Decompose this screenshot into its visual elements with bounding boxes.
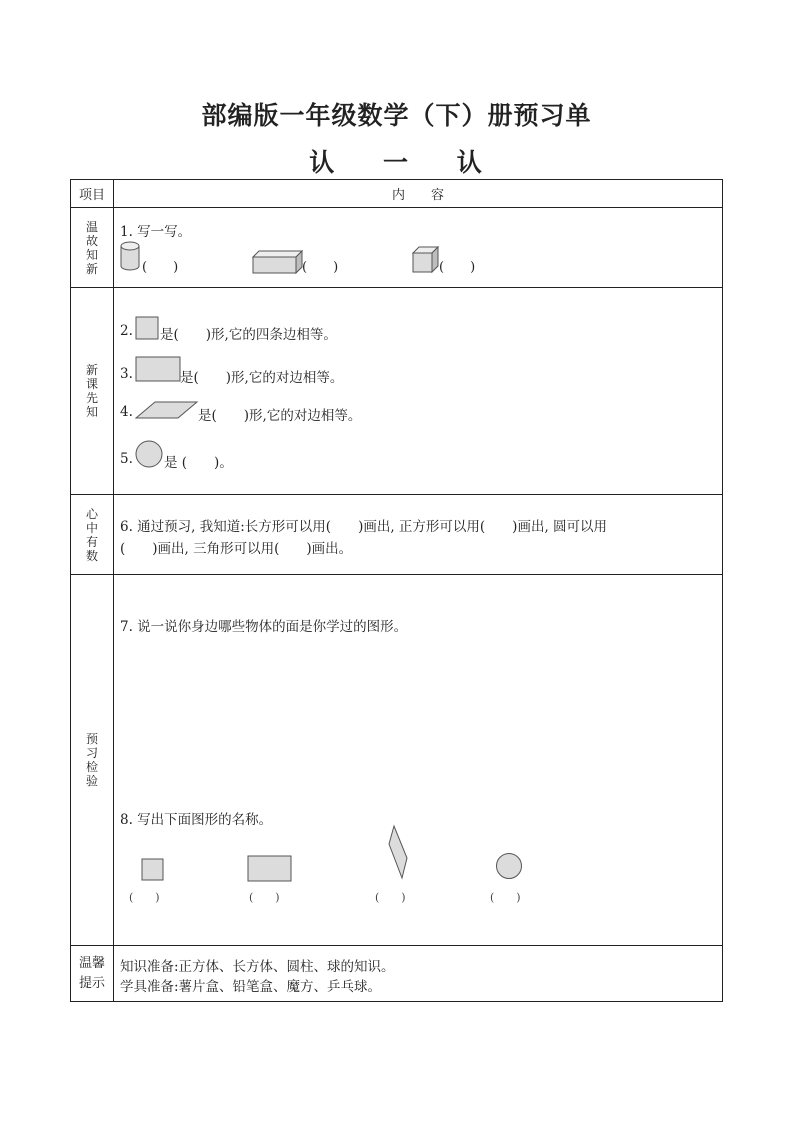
question-8: 8. 写出下面图形的名称。 bbox=[120, 812, 273, 828]
question-2-text: 是( )形,它的四条边相等。 bbox=[160, 327, 337, 343]
section-new bbox=[114, 288, 723, 495]
question-2-number: 2. bbox=[120, 323, 133, 339]
rhombus-figure bbox=[387, 824, 409, 880]
answer-blank[interactable]: ( ) bbox=[142, 260, 179, 275]
subtitle-char: 认 bbox=[456, 148, 484, 177]
section-label-review: 温故知新 bbox=[71, 208, 114, 288]
tips-line-1: 知识准备:正方体、长方体、圆柱、球的知识。 bbox=[120, 959, 395, 975]
page-subtitle bbox=[0, 143, 793, 179]
figure-answer-blank[interactable]: ( ) bbox=[249, 891, 280, 904]
figure-answer-blank[interactable]: ( ) bbox=[375, 891, 406, 904]
section-review bbox=[114, 208, 723, 288]
question-3-number: 3. bbox=[120, 366, 133, 382]
subtitle-char: 认 bbox=[309, 148, 337, 177]
question-4-number: 4. bbox=[120, 404, 133, 420]
rectangle-figure bbox=[247, 855, 293, 883]
cube-shape bbox=[412, 246, 440, 274]
section-label-check: 预习检验 bbox=[71, 575, 114, 946]
tips-line-2: 学具准备:薯片盒、铅笔盒、魔方、乒乓球。 bbox=[120, 979, 382, 995]
figure-answer-blank[interactable]: ( ) bbox=[490, 891, 521, 904]
rectangle-shape bbox=[135, 356, 181, 382]
question-1: 1. 写一写。 bbox=[120, 224, 192, 240]
parallelogram-shape bbox=[135, 400, 199, 420]
section-tips bbox=[114, 946, 723, 1002]
square-figure bbox=[141, 858, 165, 882]
subtitle-char: 一 bbox=[382, 148, 410, 177]
question-7: 7. 说一说你身边哪些物体的面是你学过的图形。 bbox=[120, 619, 408, 635]
question-5-number: 5. bbox=[120, 451, 133, 467]
question-6-line-1: 6. 通过预习, 我知道:长方形可以用( )画出, 正方形可以用( )画出, 圆可以用 bbox=[120, 519, 608, 535]
header-project: 项目 bbox=[71, 180, 114, 208]
section-mind bbox=[114, 495, 723, 575]
answer-blank[interactable]: ( ) bbox=[302, 260, 339, 275]
section-label-tips: 温馨提示 bbox=[71, 946, 114, 1002]
section-label-mind: 心中有数 bbox=[71, 495, 114, 575]
cuboid-shape bbox=[252, 250, 304, 274]
answer-blank[interactable]: ( ) bbox=[439, 260, 476, 275]
question-3-text: 是( )形,它的对边相等。 bbox=[180, 370, 344, 386]
section-label-new: 新课先知 bbox=[71, 288, 114, 495]
square-shape bbox=[135, 316, 159, 340]
header-content: 内 容 bbox=[114, 180, 723, 208]
circle-figure bbox=[495, 852, 523, 880]
section-check bbox=[114, 575, 723, 946]
figure-answer-blank[interactable]: ( ) bbox=[129, 891, 160, 904]
question-5-text: 是 ( )。 bbox=[164, 455, 233, 471]
circle-shape bbox=[134, 439, 164, 469]
cylinder-shape bbox=[119, 240, 141, 272]
preview-table bbox=[70, 179, 723, 1002]
question-6-line-2: ( )画出, 三角形可以用( )画出。 bbox=[120, 541, 353, 557]
page-title: 部编版一年级数学（下）册预习单 bbox=[201, 101, 592, 130]
question-4-text: 是( )形,它的对边相等。 bbox=[198, 408, 362, 424]
